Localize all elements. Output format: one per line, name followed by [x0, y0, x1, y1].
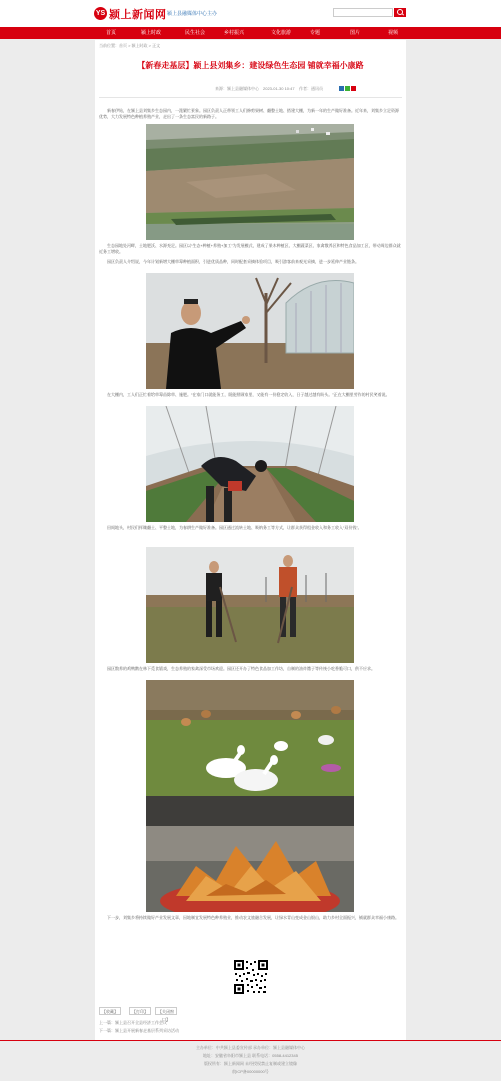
- print-button[interactable]: 【打印】: [129, 1007, 151, 1015]
- qr-code-icon: [233, 959, 269, 995]
- article-date: 2023-01-30 10:47: [263, 86, 295, 91]
- article-paragraph: 田间地头，村民们挥锄翻土、平整土地，为春耕生产做好准备。园区通过流转土地、吸纳务工等方式，让群众获得租金收入和务工收入“双份钱”。: [107, 525, 362, 530]
- site-header: [0, 0, 501, 27]
- nav-item-society[interactable]: 民生社会: [184, 30, 205, 36]
- article-paragraph: 园区负责人介绍说，今年计划新增大棚草莓种植面积，引进优质品种，同时配套采摘体验项目，吸引游客前来观光采摘，进一步延伸产业链条。: [107, 259, 359, 264]
- article-paragraph: 在大棚内，工人们正忙着给草莓苗除草、施肥。“在家门口就能务工，既能照顾家里，又能有一份稳定收入，日子越过越有盼头。”正在大棚里劳作的村民笑着说。: [107, 392, 390, 397]
- article-image-hoeing: [146, 547, 354, 663]
- site-slogan: 颍上县融媒体中心主办: [167, 11, 218, 17]
- article-paragraph: 下一步，刘集乡将持续做好产业发展文章，因地制宜发展特色种养殖业，推动农文旅融合发展，让绿水青山变成金山银山，助力乡村全面振兴，铺就群众幸福小康路。: [107, 915, 399, 920]
- nav-item-politics[interactable]: 颍上时政: [140, 30, 161, 36]
- nav-item-special[interactable]: 专题: [309, 30, 320, 36]
- article-paragraph: 新春伊始，在颍上县刘集乡生态园内，一派繁忙景象。园区负责人正带领工人们修剪果树、翻整土地、搭建大棚，为新一年的生产做好准备。近年来，刘集乡立足资源优势，大力发展特色种植养殖产业，走出了一条生态富民的新路子。: [99, 108, 399, 119]
- nav-item-home[interactable]: 首页: [105, 30, 116, 36]
- article-page: [95, 40, 406, 1040]
- nav-item-photo[interactable]: 图片: [349, 30, 360, 36]
- nav-item-culture[interactable]: 文化旅游: [270, 30, 291, 36]
- next-article-link[interactable]: 下一篇：颍上县开展新春走基层系列采访活动: [99, 1028, 179, 1033]
- footer-contact: 地址：安徽省阜阳市颍上县 联系电话：0558-4412345: [203, 1053, 298, 1058]
- footer-sponsor: 主办单位：中共颍上县委宣传部 承办单位：颍上县融媒体中心: [195, 1045, 306, 1050]
- search-button[interactable]: [394, 8, 406, 17]
- article-author: 作者：通讯员: [299, 86, 323, 91]
- main-nav: [0, 27, 501, 39]
- search-input[interactable]: [333, 8, 393, 17]
- prev-article-link[interactable]: 上一篇：颍上县召开全县经济工作会议: [99, 1020, 167, 1025]
- article-image-greenhouse: [146, 406, 354, 522]
- close-window-button[interactable]: 【关闭窗口】: [155, 1007, 177, 1015]
- site-logo-text[interactable]: 颍上新闻网: [109, 9, 167, 21]
- breadcrumb[interactable]: 当前位置：首页 > 颍上时政 > 正文: [99, 43, 161, 48]
- nav-item-rural[interactable]: 乡村振兴: [223, 30, 244, 36]
- site-footer: [0, 1040, 501, 1081]
- share-weibo-icon[interactable]: [339, 86, 344, 91]
- article-source: 来源：颍上县融媒体中心: [215, 86, 259, 91]
- favorite-button[interactable]: 【收藏】: [99, 1007, 121, 1015]
- article-actions: [99, 1007, 249, 1022]
- footer-icp[interactable]: 皖ICP备00000000号: [232, 1069, 269, 1074]
- article-image-aerial: [146, 124, 354, 240]
- share-wechat-icon[interactable]: [345, 86, 350, 91]
- article-paragraph: 园区散养的鸡鸭鹅在林下觅食嬉戏，生态养殖的家禽深受市场欢迎。园区还开办了特色食品加工作坊，自制的油炸馓子等传统小吃香脆可口，供不应求。: [107, 666, 375, 671]
- article-image-poultry: [146, 680, 354, 796]
- divider: [99, 97, 402, 98]
- logo-icon[interactable]: YS: [94, 7, 107, 20]
- article-image-pruning: [146, 273, 354, 389]
- article-title: 【新春走基层】颍上县刘集乡：建设绿色生态园 铺就幸福小康路: [137, 61, 364, 70]
- article-paragraph: 生态园地处河畔，土地肥沃、水源充足。园区以“生态+种植+养殖+加工”为发展模式，建成了果木种植区、大棚蔬菜区、家禽散养区和特色食品加工区，带动周边群众就近务工增收。: [99, 243, 401, 254]
- footer-copyright: 版权所有：颍上新闻网 未经授权禁止复制或建立镜像: [203, 1061, 298, 1066]
- nav-item-video[interactable]: 视频: [387, 30, 398, 36]
- article-image-snacks: [146, 796, 354, 912]
- share-qq-icon[interactable]: [351, 86, 356, 91]
